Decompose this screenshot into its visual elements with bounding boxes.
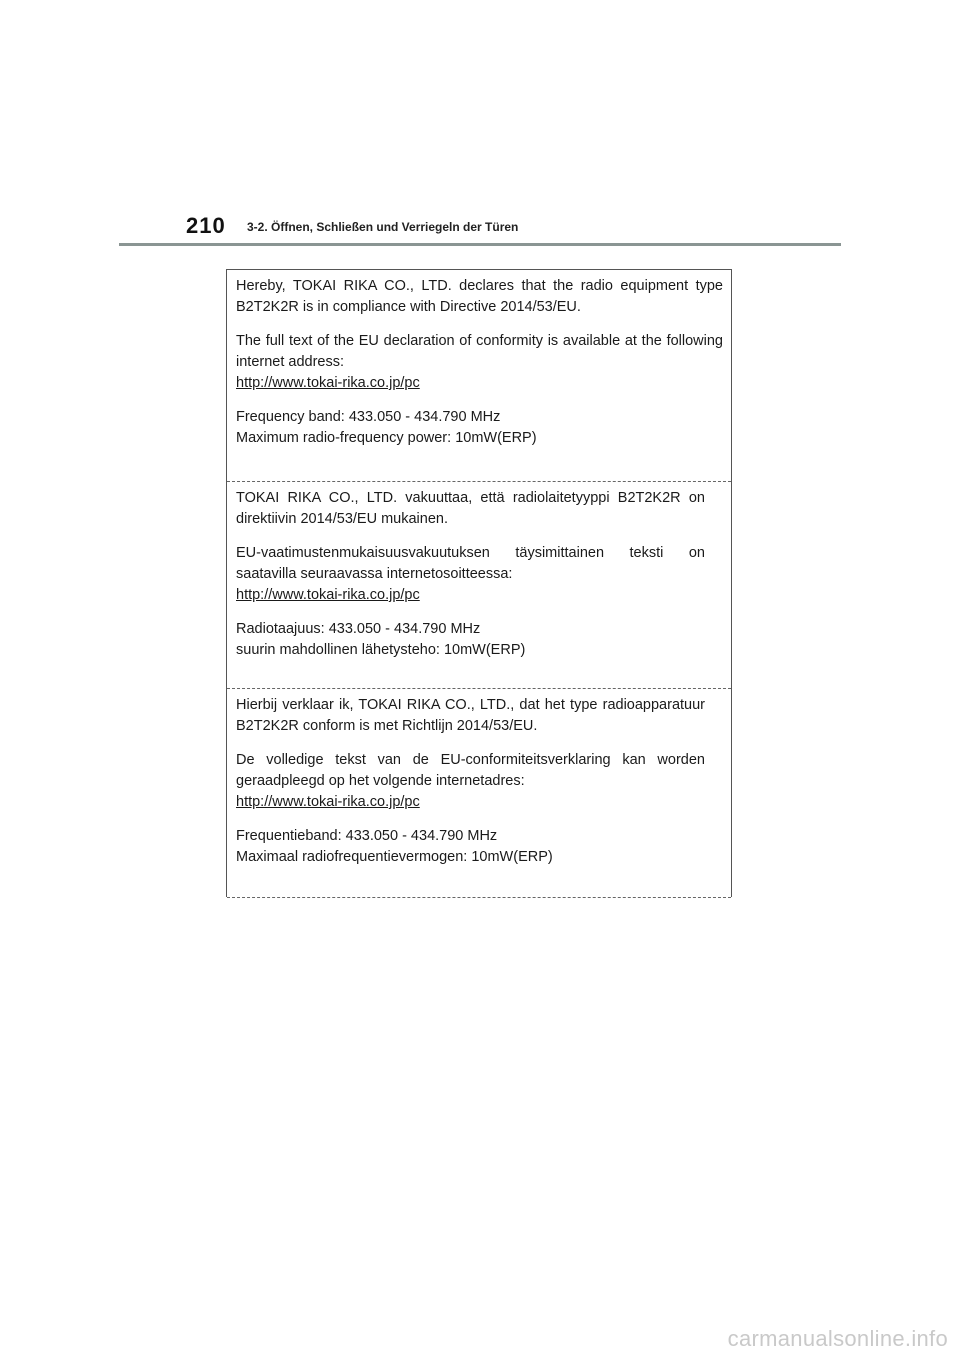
max-power: Maximaal radiofrequentievermogen: 10mW(ERP): [236, 849, 553, 865]
frequency-band: Frequency band: 433.050 - 434.790 MHz: [236, 409, 501, 425]
declaration-url-link[interactable]: http://www.tokai-rika.co.jp/pc: [236, 375, 420, 391]
declaration-url-link[interactable]: http://www.tokai-rika.co.jp/pc: [236, 794, 420, 810]
page-number: 210: [186, 213, 226, 238]
frequency-band: Frequentieband: 433.050 - 434.790 MHz: [236, 828, 498, 844]
url-line: [236, 792, 723, 813]
declaration-text: Hierbij verklaar ik, TOKAI RIKA CO., LTD., dat het type radioapparatuur B2T2K2R conform is met Richtlijn 2014/53/EU.: [236, 697, 705, 734]
watermark-text: carmanualsonline.info: [727, 1326, 948, 1351]
declaration-text: Hereby, TOKAI RIKA CO., LTD. declares that the radio equipment type B2T2K2R is in compliance with Directive 2014/53/EU.: [236, 278, 723, 315]
section-title: 3-2. Öffnen, Schließen und Verriegeln der Türen: [247, 220, 519, 234]
fulltext-intro: The full text of the EU declaration of conformity is available at the following internet address:: [236, 333, 723, 370]
declaration-url-link[interactable]: http://www.tokai-rika.co.jp/pc: [236, 587, 420, 603]
declaration-text: TOKAI RIKA CO., LTD. vakuuttaa, että radiolaitetyyppi B2T2K2R on direktiivin 2014/53/EU mukainen.: [236, 490, 705, 527]
header-rule: [119, 243, 841, 246]
declaration-block-dutch: [227, 689, 731, 898]
url-line: [236, 373, 723, 394]
declaration-box: [226, 269, 732, 897]
declaration-block-finnish: [227, 482, 731, 689]
max-power: suurin mahdollinen lähetysteho: 10mW(ERP): [236, 642, 526, 658]
frequency-band: Radiotaajuus: 433.050 - 434.790 MHz: [236, 621, 481, 637]
fulltext-intro: EU-vaatimustenmukaisuusvakuutuksen täysimittainen teksti on saatavilla seuraavassa internetosoitteessa:: [236, 545, 705, 582]
fulltext-intro: De volledige tekst van de EU-conformiteitsverklaring kan worden geraadpleegd op het volgende internetadres:: [236, 752, 705, 789]
declaration-block-english: [227, 270, 731, 482]
max-power: Maximum radio-frequency power: 10mW(ERP): [236, 430, 537, 446]
url-line: [236, 585, 723, 606]
